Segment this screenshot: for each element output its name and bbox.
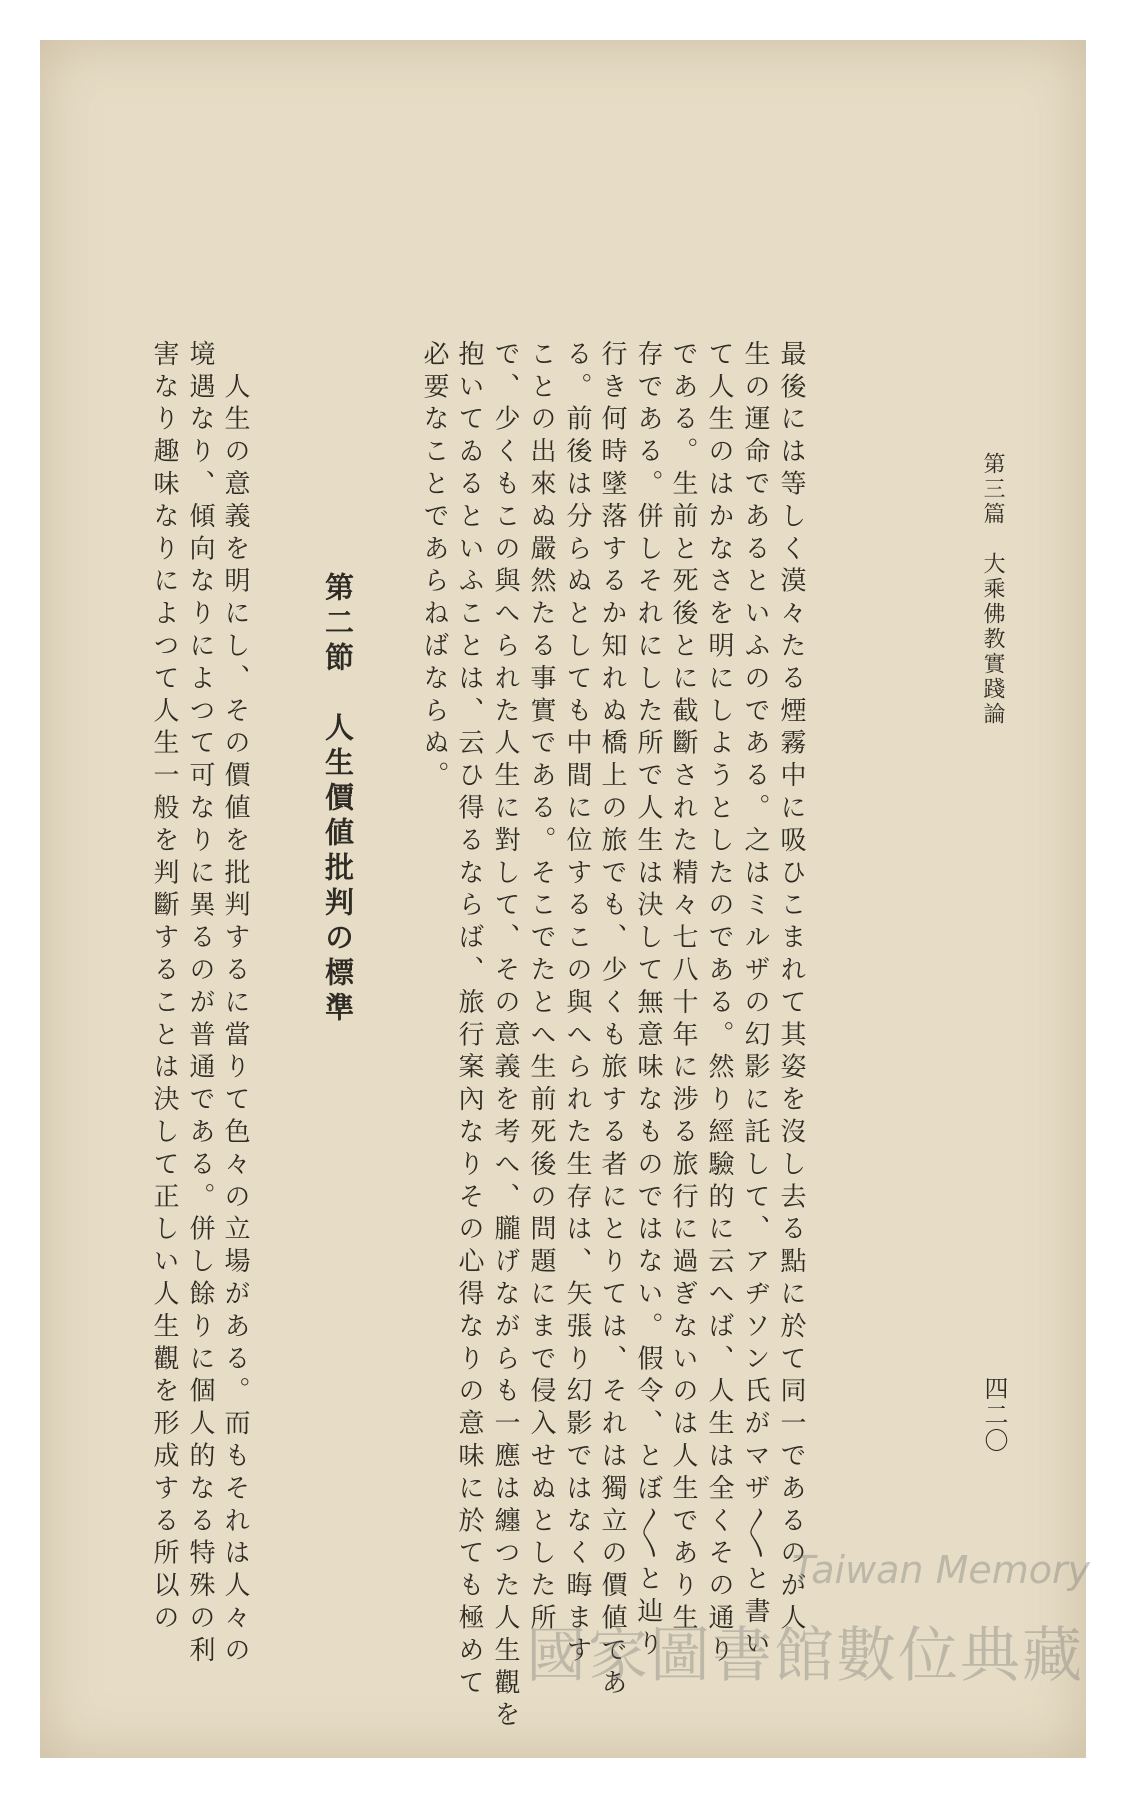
page-number: 四二〇 [980,1376,1008,1454]
body-column: て人生のはかなさを明にしようとしたのである。然り經驗的に云へば、人生は全くその通り [704,340,734,1669]
body-column: る。前後は分らぬとしても中間に位するこの與へられた生存は、矢張り幻影ではなく晦ます [562,340,592,1669]
body-column: 行き何時墜落するか知れぬ橋上の旅でも、少くも旅する者にとりては、それは獨立の價値であ [597,340,627,1701]
body-column: 人生の意義を明にし、その價値を批判するに當りて色々の立場がある。而もそれは人々の [220,340,250,1669]
body-column: 害なり趣味なりによつて人生一般を判斷することは決して正しい人生觀を形成する所以の [149,340,179,1636]
body-column: 存である。併しそれにした所で人生は決して無意味なものではない。假令、とぼ〳〵と辿り [633,340,663,1662]
section-heading: 第二節 人生價値批判の標準 [321,572,355,1027]
running-head: 第三篇 大乘佛教實踐論 [980,452,1005,727]
body-column: で、少くもこの與へられた人生に對して、その意義を考へ、朧げながらも一應は纏つた人生觀を [490,340,520,1734]
watermark-chinese: 國家圖書館數位典藏 [526,1621,1084,1691]
body-column: である。生前と死後とに截斷された精々七八十年に涉る旅行に過ぎないのは人生であり生 [668,340,698,1636]
body-column: ことの出來ぬ嚴然たる事實である。そこでたとへ生前死後の問題にまで侵入せぬとした所 [526,340,556,1636]
body-column: 抱いてゐるといふことは、云ひ得るならば、旅行案內なりその心得なりの意味に於ても極めて [454,340,484,1701]
body-column: 境遇なり、傾向なりによつて可なりに異るのが普通である。併し餘りに個人的なる特殊の利 [185,340,215,1669]
body-column: 最後には等しく漠々たる煙霧中に吸ひこまれて其姿を沒し去る點に於て同一であるのが人 [776,340,806,1637]
body-column: 生の運命であるといふのである。之はミルザの幻影に託して、アヂソン氏がマザ〳〵と書い [740,340,770,1662]
document-page [40,40,1091,1758]
watermark-english: Taiwan Memory [792,1548,1091,1592]
body-column: 必要なことであらねばならぬ。 [419,340,449,794]
